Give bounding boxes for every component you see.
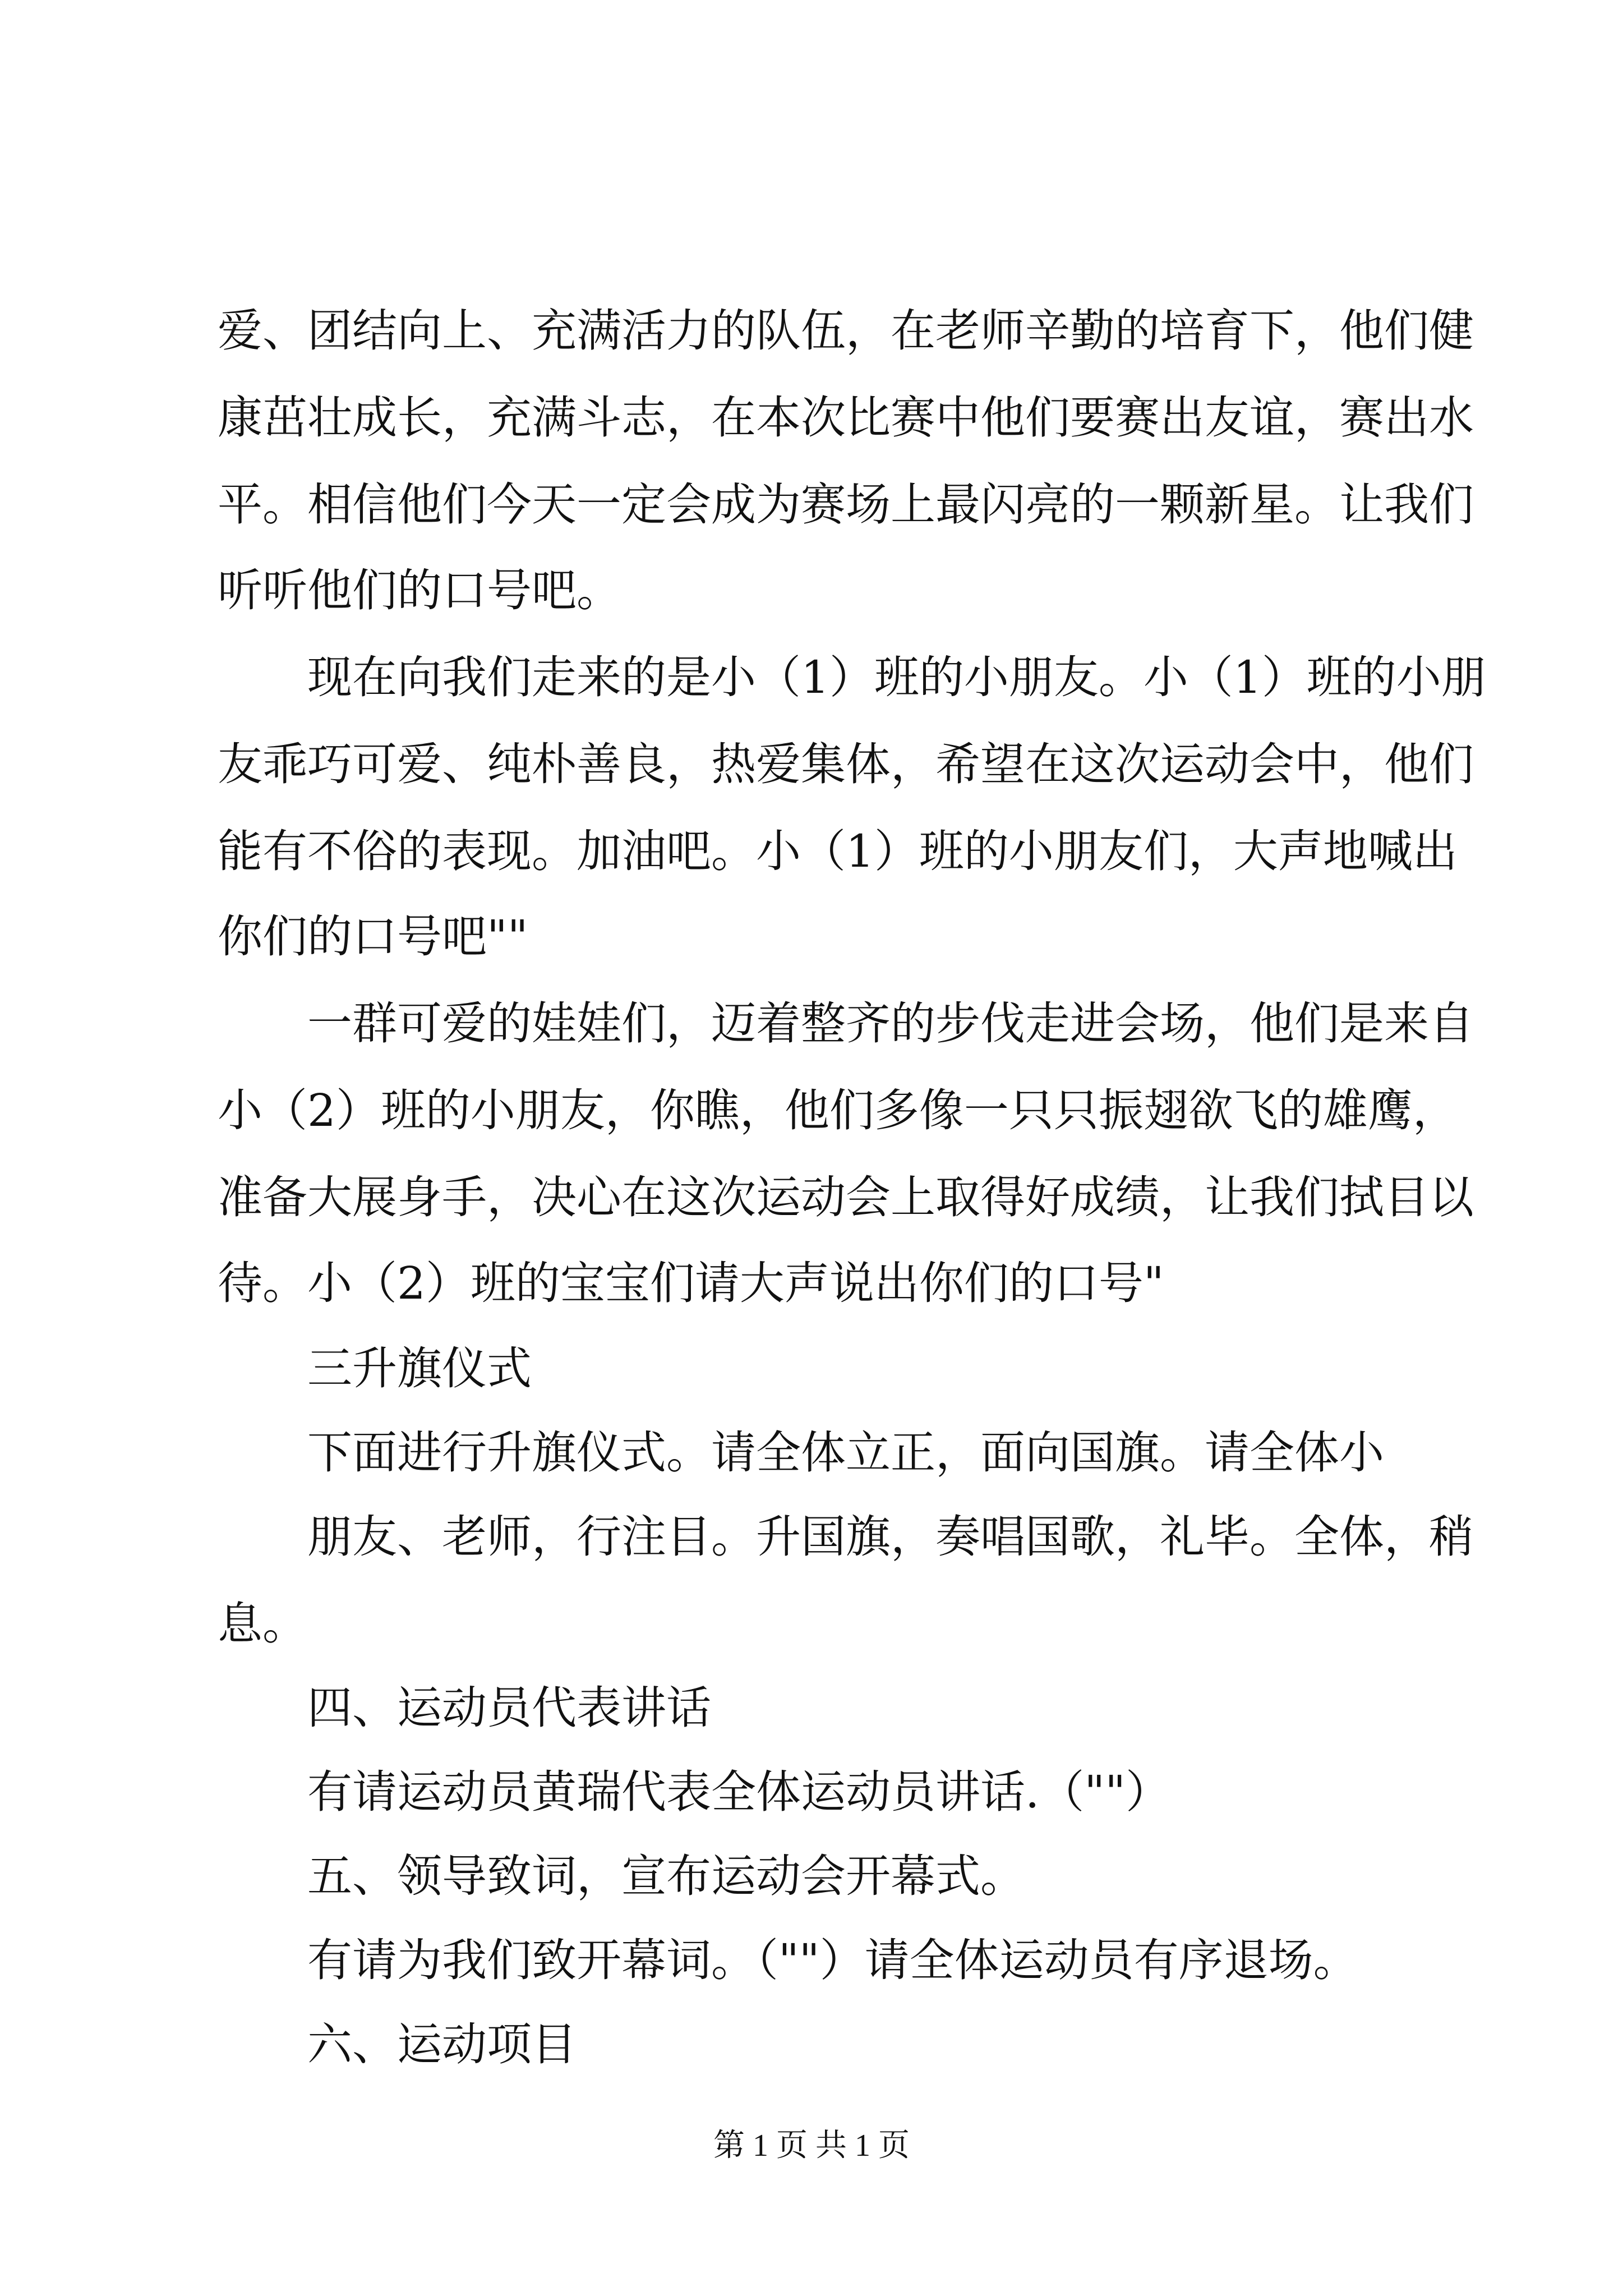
text-line: 朋友、老师，行注目。升国旗，奏唱国歌，礼毕。全体，稍: [307, 1511, 1474, 1563]
text-line: 待。小（2）班的宝宝们请大声说出你们的口号": [218, 1257, 1164, 1309]
text-line: 有请为我们致开幕词。（""）请全体运动员有序退场。: [307, 1934, 1358, 1986]
page-footer: 第 1 页 共 1 页: [713, 2128, 910, 2163]
text-line: 能有不俗的表现。加油吧。小（1）班的小朋友们，大声地喊出: [218, 825, 1458, 877]
text-line: 一群可爱的娃娃们，迈着整齐的步伐走进会场，他们是来自: [307, 997, 1474, 1050]
text-line: 小（2）班的小朋友，你瞧，他们多像一只只振翅欲飞的雄鹰，: [218, 1084, 1458, 1137]
text-line: 息。: [218, 1598, 307, 1650]
text-line: 现在向我们走来的是小（1）班的小朋友。小（1）班的小朋: [307, 651, 1486, 703]
text-line: 康茁壮成长，充满斗志，在本次比赛中他们要赛出友谊，赛出水: [218, 392, 1474, 444]
text-line: 爱、团结向上、充满活力的队伍，在老师辛勤的培育下，他们健: [218, 305, 1474, 357]
text-line: 下面进行升旗仪式。请全体立正，面向国旗。请全体小: [307, 1427, 1384, 1479]
text-line: 准备大展身手，决心在这次运动会上取得好成绩，让我们拭目以: [218, 1171, 1474, 1223]
text-line: 听听他们的口号吧。: [218, 564, 621, 616]
section-heading: 五、领导致词，宣布运动会开幕式。: [307, 1850, 1025, 1902]
section-heading: 三升旗仪式: [307, 1342, 532, 1395]
text-line: 有请运动员黄瑞代表全体运动员讲话.（""）: [307, 1766, 1171, 1818]
text-line: 你们的口号吧"": [218, 910, 528, 963]
section-heading: 四、运动员代表讲话: [307, 1682, 711, 1734]
text-line: 平。相信他们今天一定会成为赛场上最闪亮的一颗新星。让我们: [218, 478, 1474, 531]
text-line: 友乖巧可爱、纯朴善良，热爱集体，希望在这次运动会中，他们: [218, 738, 1474, 790]
section-heading: 六、运动项目: [307, 2018, 577, 2070]
